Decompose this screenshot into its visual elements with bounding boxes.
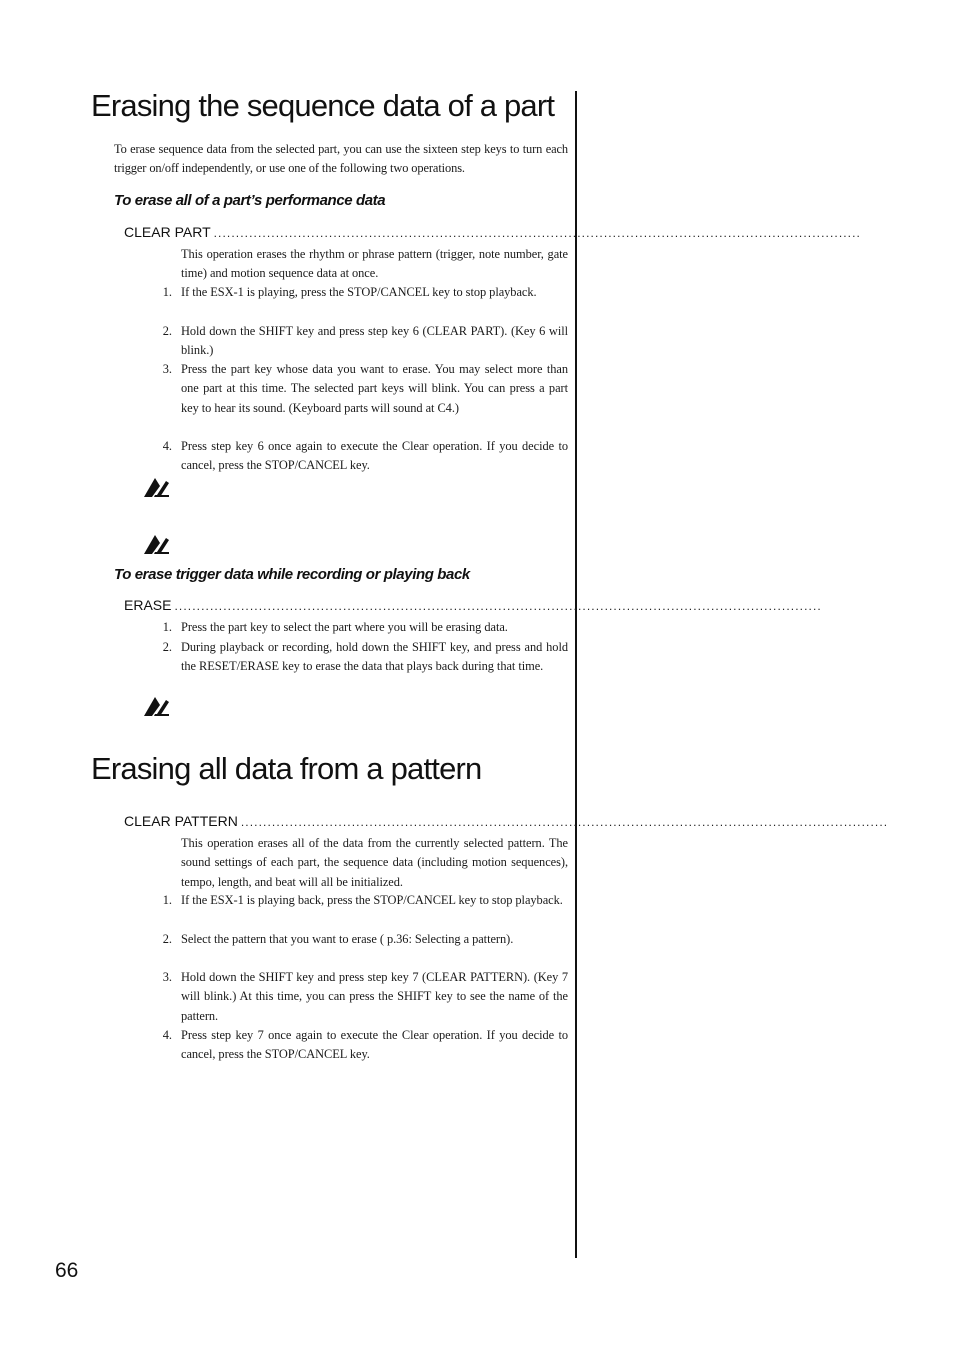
leader-dots: .................................................................................................................................................. xyxy=(240,815,889,829)
operation-description: This operation erases the rhythm or phrase pattern (trigger, note number, gate time) and motion sequence data at once. xyxy=(181,247,568,281)
section-title-erase-pattern: Erasing all data from a pattern xyxy=(91,751,482,786)
step-number: 4. xyxy=(162,439,172,453)
subheading-erase-trigger: To erase trigger data while recording or playing back xyxy=(114,566,470,583)
step-number: 4. xyxy=(162,1028,172,1042)
operation-clear-pattern xyxy=(124,813,889,833)
operation-label: CLEAR PATTERN xyxy=(124,813,238,829)
step-number: 1. xyxy=(162,893,172,907)
step-number: 3. xyxy=(162,362,172,376)
section-intro: To erase sequence data from the selected part, you can use the sixteen step keys to turn each trigger on/off independently, or use one of the following two operations. xyxy=(114,142,568,176)
section-title-erase-part: Erasing the sequence data of a part xyxy=(91,88,555,123)
operation-erase xyxy=(124,597,822,617)
step-number: 2. xyxy=(162,640,172,654)
step-number: 1. xyxy=(162,285,172,299)
operation-clear-part xyxy=(124,224,861,244)
step-text: Select the pattern that you want to erase ( p.36: Selecting a pattern). xyxy=(181,932,514,946)
step-number: 2. xyxy=(162,932,172,946)
warning-note-icon xyxy=(143,476,170,498)
step-number: 2. xyxy=(162,324,172,338)
page-number: 66 xyxy=(55,1259,79,1282)
step-text: Press the part key whose data you want to erase. You may select more than one part at this time. The selected part keys will blink. You can press a part key to hear its sound. (Keyboard parts will sound at C4.) xyxy=(181,362,568,415)
step-text: Hold down the SHIFT key and press step key 6 (CLEAR PART). (Key 6 will blink.) xyxy=(181,324,568,358)
subheading-erase-all: To erase all of a part’s performance data xyxy=(114,192,386,209)
operation-label: CLEAR PART xyxy=(124,224,211,240)
step-text: If the ESX-1 is playing, press the STOP/CANCEL key to stop playback. xyxy=(181,285,537,299)
leader-dots: .................................................................................................................................................. xyxy=(213,226,861,240)
step-text: Press the part key to select the part where you will be erasing data. xyxy=(181,620,508,634)
step-text: Press step key 7 once again to execute the Clear operation. If you decide to cancel, press the STOP/CANCEL key. xyxy=(181,1028,568,1062)
warning-note-icon xyxy=(143,533,170,555)
step-number: 1. xyxy=(162,620,172,634)
leader-dots: .................................................................................................................................................. xyxy=(174,599,822,613)
operation-label: ERASE xyxy=(124,597,172,613)
operation-description: This operation erases all of the data from the currently selected pattern. The sound settings of each part, the sequence data (including motion sequences), tempo, length, and beat will all be initialized. xyxy=(181,836,568,889)
warning-note-icon xyxy=(143,695,170,717)
step-text: During playback or recording, hold down the SHIFT key, and press and hold the RESET/ERASE key to erase the data that plays back during that time. xyxy=(181,640,568,674)
step-number: 3. xyxy=(162,970,172,984)
column-rule xyxy=(575,91,577,1258)
step-text: Press step key 6 once again to execute the Clear operation. If you decide to cancel, press the STOP/CANCEL key. xyxy=(181,439,568,473)
step-text: If the ESX-1 is playing back, press the STOP/CANCEL key to stop playback. xyxy=(181,893,563,907)
step-text: Hold down the SHIFT key and press step key 7 (CLEAR PATTERN). (Key 7 will blink.) At this time, you can press the SHIFT key to see the name of the pattern. xyxy=(181,970,568,1023)
